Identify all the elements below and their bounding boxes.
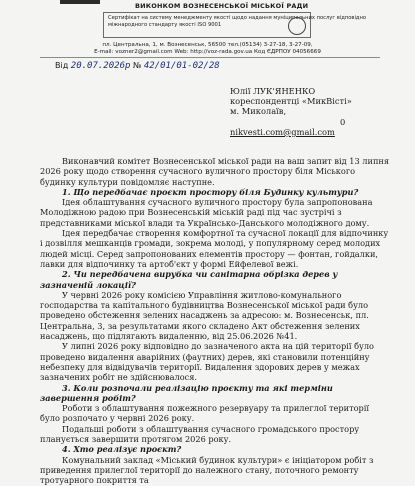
question-heading: 1. Що передбачає проєкт простору біля Будинку культури? — [62, 186, 359, 197]
number-value: 42/01/01-02/28 — [143, 61, 220, 71]
answer-paragraph: Ідея облаштування сучасного вуличного простору була запропонована Молодіжною радою при Вознесенській міській раді під час зустрічі з представниками міської влади та Українсько-Данського молодіжного дому. — [40, 197, 373, 228]
question-heading: 4. Хто реалізує проєкт? — [62, 444, 182, 455]
certification-seal-icon — [288, 17, 306, 35]
question-heading: 2. Чи передбачена вирубка чи санітарна обрізка дерев у зазначеній локації? — [40, 269, 338, 290]
recipient-postcode: 0 — [340, 116, 346, 127]
certificate-line: Сертифікат на систему менеджменту якості щодо надання муніципальних послуг відповідно — [108, 15, 367, 21]
outgoing-number — [55, 61, 220, 71]
answer-paragraph: У червні 2026 року комісією Управління житлово-комунального господарства та капітального будівництва Вознесенської міської ради було проведено обстеження зелених насаджень за адресою: м. Вознесенськ, пл. Центральна, 3, за результатами якого складено Акт обстеження зелених насаджень, що підлягають видаленню, від 25.06.2026 №41. — [40, 289, 369, 342]
recipient-name: Юлії ЛУК'ЯНЕНКО — [230, 86, 316, 96]
certificate-line: міжнародного стандарту якості ISO 9001 — [108, 21, 222, 28]
date-prefix: Від — [55, 61, 69, 70]
recipient-city: м. Миколаїв, — [230, 106, 287, 117]
answer-paragraph: У липні 2026 року відповідно до зазначеного акта на цій території було проведено видалення аварійних (фаутних) дерев, які становили потенційну небезпеку для відвідувачів території. Видалення здорових дерев у межах зазначених робіт не здійснювалося. — [40, 341, 374, 383]
recipient-block — [230, 86, 352, 137]
council-name: ВИКОНКОМ ВОЗНЕСЕНСЬКОЇ МІСЬКОЇ РАДИ — [135, 2, 309, 10]
answer-paragraph: Роботи з облаштування пожежного резервуару та прилеглої території було розпочато у червні 2026 року. — [40, 403, 370, 424]
contact-line: E-mail: vozner2@gmail.com Web: http://voz-rada.gov.ua Код ЄДРПОУ 04056669 — [94, 49, 321, 55]
number-prefix: № — [132, 61, 142, 70]
answer-paragraph: Комунальний заклад «Міський будинок культури» є ініціатором робіт з приведення прилеглої території до належного стану, поточного ремонту тротуарного покриття та — [40, 454, 374, 486]
intro-paragraph: Виконавчий комітет Вознесенської міської ради на ваш запит від 13 липня 2026 року щодо створення сучасного вуличного простору біля Міського будинку культури повідомляє наступне. — [40, 156, 390, 187]
recipient-position: кореспондентці «МикВісті» — [230, 96, 352, 107]
answer-paragraph: Подальші роботи з облаштування сучасного громадського простору планується завершити протягом 2026 року. — [40, 423, 360, 445]
certificate-box — [103, 12, 367, 38]
address-line: пл. Центральна, 1, м. Вознесенськ, 56500 тел.(05134) 3-27-18, 3-27-09, — [102, 42, 313, 48]
coat-of-arms-icon — [60, 0, 100, 4]
letter-body — [40, 156, 390, 486]
recipient-email: nikvesti.com@gmail.com — [230, 126, 335, 137]
question-heading: 3. Коли розпочали реалізацію проєкту та які терміни завершення робіт? — [40, 382, 333, 403]
header-divider — [40, 57, 380, 58]
date-value: 20.07.2026р — [70, 61, 131, 71]
answer-paragraph: Ідея передбачає створення комфортної та сучасної локації для відпочинку і дозвілля мешканців громади, зокрема молоді, у популярному серед молодих людей місці. Серед запропонованих елементів простору — фонтан, гойдалки, лавки для відпочинку та артоб'єкт у формі Ейфелевої вежі. — [40, 228, 389, 269]
